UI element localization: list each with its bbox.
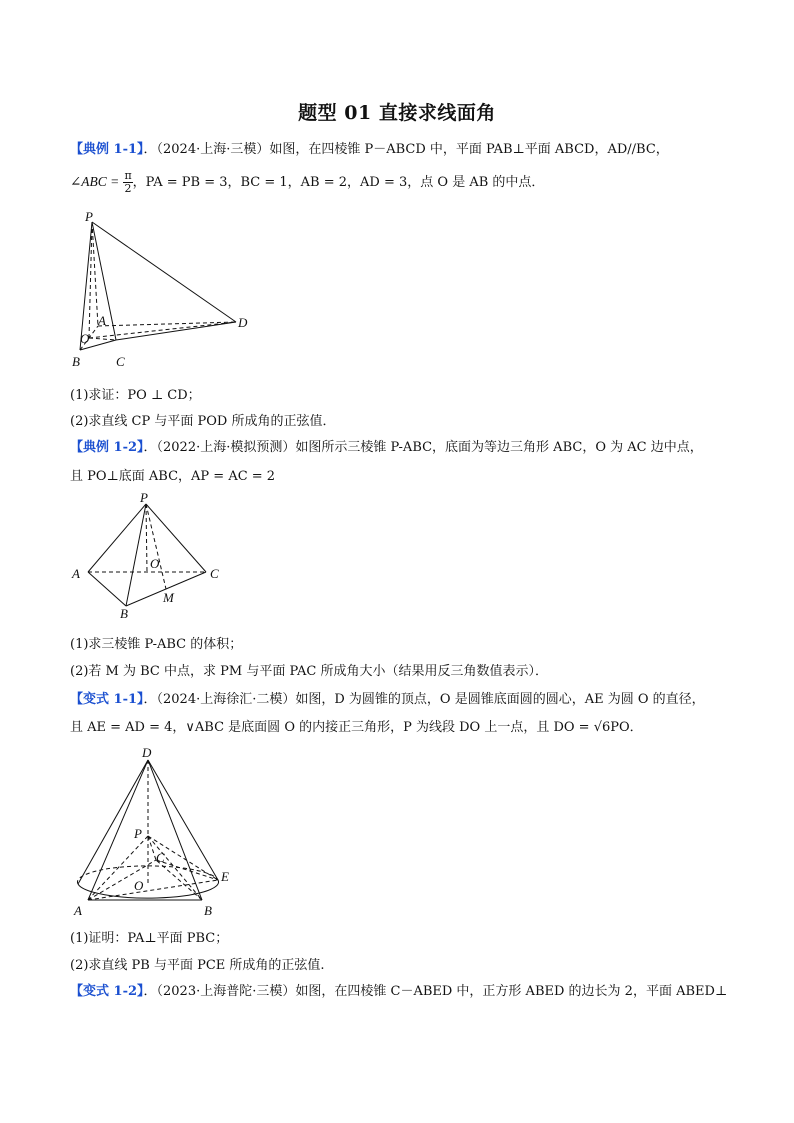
fraction-numerator: π [124,169,132,182]
point-label: E [221,869,229,884]
problem-tag: 【变式 1-1】 [70,692,144,707]
point-label: P [134,826,142,841]
point-label: P [85,209,93,224]
point-label: A [98,313,106,328]
point-label: B [204,903,212,918]
question-1: (1)求三棱锥 P-ABC 的体积； [70,637,243,652]
question-2: (2)求直线 PB 与平面 PCE 所成角的正弦值. [70,958,325,973]
problem-2-line2: 且 PO⊥底面 ABC，AP = AC = 2 [70,469,276,484]
problem-text: ，PA = PB = 3，BC = 1，AB = 2，AD = 3，点 O 是 AB 的中点． [132,175,545,190]
fraction-denominator: 2 [124,182,132,195]
point-label: O [150,556,160,571]
point-label: B [120,606,128,618]
point-label: A [72,566,80,581]
point-label: A [74,903,82,918]
point-label: D [238,315,248,330]
question-2: (2)求直线 CP 与平面 POD 所成角的正弦值． [70,414,336,429]
problem-text: ．（2024·上海徐汇·二模）如图，D 为圆锥的顶点，O 是圆锥底面圆的圆心，AE 为圆 O 的直径， [143,692,705,707]
question-1: (1)证明：PA⊥平面 PBC； [70,931,229,946]
figure-cone [68,740,248,920]
page-title: 题型 01 直接求线面角 [298,102,496,124]
problem-3-line2: 且 AE = AD = 4，∨ABC 是底面圆 O 的内接正三角形，P 为线段 DO 上一点，且 DO = √6PO． [70,720,643,735]
problem-text: ．（2022·上海·模拟预测）如图所示三棱锥 P-ABC，底面为等边三角形 ABC，O 为 AC 边中点， [143,440,703,455]
problem-text: ．（2023·上海普陀·三模）如图，在四棱锥 C－ABED 中，正方形 ABED 的边长为 2，平面 ABED⊥ [143,984,728,999]
point-label: O [80,331,90,346]
problem-tag: 【变式 1-2】 [70,984,144,999]
point-label: C [156,850,165,865]
question-1: (1)求证：PO ⊥ CD； [70,388,201,403]
point-label: C [116,354,125,369]
problem-1-line2 [70,170,544,195]
figure-pyramid-pabcd [68,208,258,373]
problem-4-header [70,980,727,999]
question-2: (2)若 M 为 BC 中点，求 PM 与平面 PAC 所成角大小（结果用反三角数值表示）． [70,664,548,679]
problem-tag: 【典例 1-1】 [70,142,144,157]
point-label: D [142,745,152,760]
point-label: B [72,354,80,369]
point-label: M [163,590,174,605]
problem-tag: 【典例 1-2】 [70,440,144,455]
problem-text: ．（2024·上海·三模）如图，在四棱锥 P－ABCD 中，平面 PAB⊥平面 ABCD，AD//BC， [143,142,669,157]
point-label: O [134,878,144,893]
figure-triangular-pyramid [68,488,238,618]
point-label: P [140,490,148,505]
problem-2-header [70,436,703,455]
problem-1-header [70,138,669,157]
point-label: C [210,566,219,581]
problem-3-header [70,688,705,707]
angle-expression: ∠ABC = [70,174,120,189]
fraction [123,170,132,195]
